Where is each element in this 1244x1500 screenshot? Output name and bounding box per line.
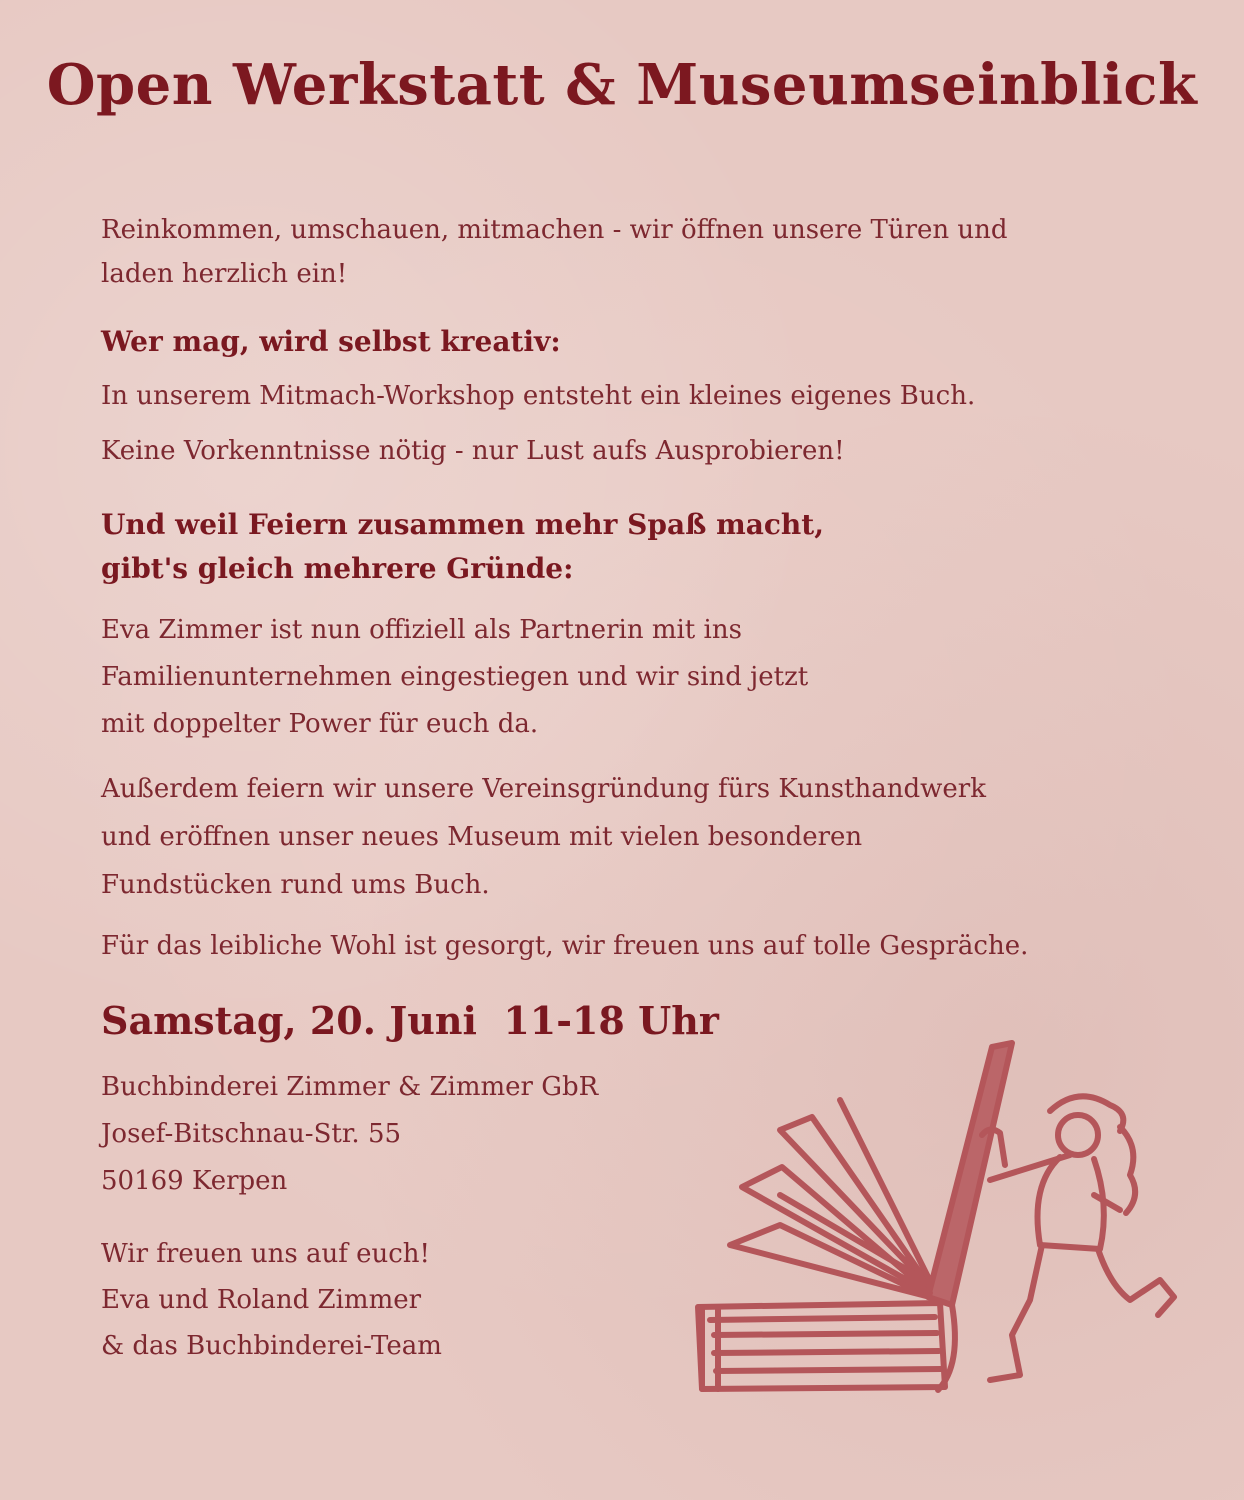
museum-line: Fundstücken rund ums Buch.	[101, 870, 490, 900]
address-block	[101, 1064, 661, 1205]
museum-paragraph	[101, 765, 1141, 909]
workshop-heading-block	[101, 320, 1141, 364]
address-line: Josef-Bitschnau-Str. 55	[101, 1119, 402, 1149]
workshop-line-1-block	[101, 374, 1141, 418]
workshop-line-2-block	[101, 429, 1141, 473]
partner-line: mit doppelter Power für euch da.	[101, 709, 539, 739]
closing-line: Eva und Roland Zimmer	[101, 1285, 422, 1315]
workshop-line: In unserem Mitmach-Workshop entsteht ein kleines eigenes Buch.	[101, 381, 976, 411]
celebration-heading-line: Und weil Feiern zusammen mehr Spaß macht,	[101, 508, 824, 541]
intro-line: laden herzlich ein!	[101, 259, 348, 289]
closing-block	[101, 1231, 661, 1369]
intro-line: Reinkommen, umschauen, mitmachen - wir öffnen unsere Türen und	[101, 215, 1008, 245]
closing-line: Wir freuen uns auf euch!	[101, 1239, 430, 1269]
closing-line: & das Buchbinderei-Team	[101, 1331, 442, 1361]
partner-line: Eva Zimmer ist nun offiziell als Partnerin mit ins	[101, 615, 742, 645]
address-line: 50169 Kerpen	[101, 1166, 288, 1196]
event-date: Samstag, 20. Juni 11-18 Uhr	[101, 998, 719, 1043]
food-paragraph	[101, 924, 1141, 968]
partner-line: Familienunternehmen eingestiegen und wir sind jetzt	[101, 662, 809, 692]
museum-line: und eröffnen unser neues Museum mit vielen besonderen	[101, 822, 863, 852]
address-line: Buchbinderei Zimmer & Zimmer GbR	[101, 1072, 599, 1102]
page-title: Open Werkstatt & Museumseinblick	[46, 52, 1198, 118]
museum-line: Außerdem feiern wir unsere Vereinsgründung fürs Kunsthandwerk	[101, 774, 986, 804]
celebration-heading	[101, 503, 1141, 591]
bookbinder-figure-with-book-icon	[690, 1035, 1180, 1405]
partner-paragraph	[101, 607, 1141, 748]
celebration-heading-line: gibt's gleich mehrere Gründe:	[101, 552, 574, 585]
workshop-heading: Wer mag, wird selbst kreativ:	[101, 325, 561, 358]
workshop-line: Keine Vorkenntnisse nötig - nur Lust aufs Ausprobieren!	[101, 436, 845, 466]
intro-paragraph	[101, 208, 1141, 296]
food-line: Für das leibliche Wohl ist gesorgt, wir freuen uns auf tolle Gespräche.	[101, 931, 1029, 961]
